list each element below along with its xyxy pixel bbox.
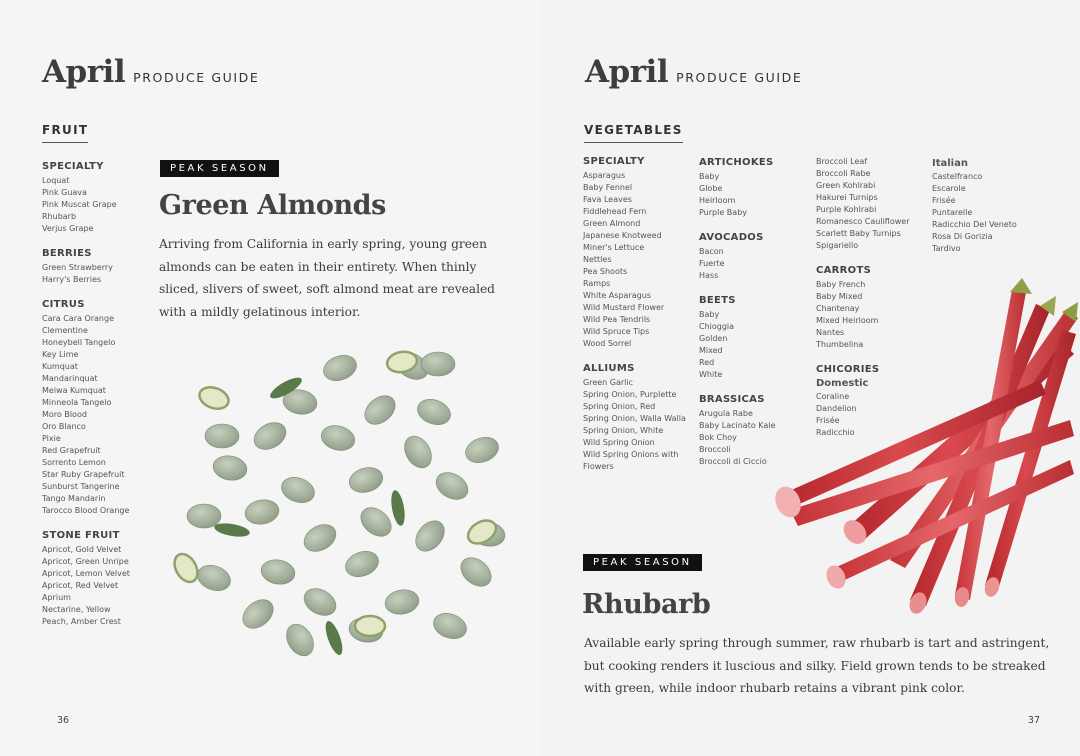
fruit-group-berries [42,248,130,286]
list-item: Chantenay [816,304,860,313]
list-item: Cara Cara Orange [42,314,115,323]
list-item: Key Lime [42,350,79,359]
list-item: Chioggia [699,322,735,331]
green-almonds-illustration [170,340,510,660]
almond-pod [359,390,400,430]
rhubarb-illustration [740,270,1080,620]
veg-group-specialty [583,156,686,350]
section-heading-vegetables: VEGETABLES [584,123,683,143]
list-item: Broccoli Rabe [816,169,871,178]
section-heading-fruit: FRUIT [42,123,88,143]
list-item: Green Kohlrabi [816,181,876,190]
list-item: Romanesco Cauliflower [816,217,910,226]
right-page-header [585,54,802,90]
list-item: Meiwa Kumquat [42,386,106,395]
list-item: Sunburst Tangerine [42,482,120,491]
almond-pod [211,453,249,483]
almond-pod [249,417,290,455]
almond-slice [170,550,202,586]
almond-pod [342,547,382,581]
list-item: Baby Lacinato Kale [699,421,776,430]
almond-pod [431,467,472,505]
almond-pod [259,557,297,587]
page-number-right: 37 [1027,715,1040,726]
list-item: Ramps [583,279,611,288]
list-item: Hakurei Turnips [816,193,878,202]
list-item: Tango Mandarin [42,494,106,503]
veg-column-4 [932,157,1017,268]
category-title: ARTICHOKES [699,157,774,168]
list-item: Pink Guava [42,188,87,197]
veg-column-1 [583,156,686,486]
list-item: Purple Baby [699,208,748,217]
almond-pod [187,504,221,528]
feature-title: Green Almonds [159,190,386,221]
veg-group-beets [699,295,775,381]
almond-pod [346,464,385,496]
peak-season-badge: PEAK SEASON [160,160,279,177]
category-title: SPECIALTY [583,156,645,167]
list-item: Japanese Knotweed [583,231,662,240]
list-item: Puntarelle [932,208,973,217]
list-item: Tarocco Blood Orange [42,506,130,515]
guide-subtitle: PRODUCE GUIDE [133,70,260,85]
list-item: Baby Mixed [816,292,863,301]
list-item: Asparagus [583,171,626,180]
list-item: Apricot, Red Velvet [42,581,119,590]
list-item: Minneola Tangelo [42,398,112,407]
list-item: Broccoli [699,445,731,454]
veg-group-chicories [816,364,909,439]
fruit-list [42,161,130,641]
list-item: Star Ruby Grapefruit [42,470,125,479]
list-item: Frisée [816,416,840,425]
list-item: Spigariello [816,241,859,250]
veg-group-alliums [583,363,686,473]
list-item: Kumquat [42,362,78,371]
veg-group-artichokes [699,157,775,219]
category-title: STONE FRUIT [42,530,120,541]
category-title: CITRUS [42,299,85,310]
list-item: Baby [699,310,720,319]
almond-pods [170,347,507,660]
list-item: Wild Spruce Tips [583,327,650,336]
list-item: Radicchio Del Veneto [932,220,1017,229]
veg-group-carrots [816,265,909,351]
almond-pod [320,351,360,385]
list-item: Broccoli di Ciccio [699,457,767,466]
category-title: BEETS [699,295,736,306]
list-item: Spring Onion, Walla Walla [583,414,686,423]
fruit-group-specialty [42,161,130,235]
almond-pod [410,515,450,556]
list-item: Mixed [699,346,723,355]
list-item: Heirloom [699,196,736,205]
list-item: Spring Onion, White [583,426,664,435]
peak-season-badge: PEAK SEASON [583,554,702,571]
list-item: Baby [699,172,720,181]
list-item: Aprium [42,593,71,602]
list-item: Scarlett Baby Turnips [816,229,901,238]
fruit-group-stone-fruit [42,530,130,628]
category-title: ALLIUMS [583,363,635,374]
almond-pod [383,587,421,617]
list-item: Spring Onion, Purplette [583,390,677,399]
feature-body: Available early spring through summer, raw rhubarb is tart and astringent, but cooking renders it luscious and silky. Field grown tends to be streaked with green, while indoor rhubarb retains a vibrant pink color. [584,636,1050,695]
list-item: Moro Blood [42,410,87,419]
list-item: Wild Pea Tendrils [583,315,651,324]
list-item: Pixie [42,434,61,443]
left-page-header [42,54,259,90]
almond-pod [299,519,340,557]
list-item: Fuerte [699,259,725,268]
almond-pod [462,433,502,467]
feature-body: Arriving from California in early spring, young green almonds can be eaten in their entirety. When thinly sliced, slivers of sweet, soft almond meat are revealed with a mildly gelatinous interior. [159,237,495,319]
almond-pod [281,619,319,660]
list-item: Bok Choy [699,433,737,442]
list-item: Wild Mustard Flower [583,303,665,312]
list-item: Frisée [932,196,956,205]
list-item: Nectarine, Yellow [42,605,111,614]
veg-group-italian [932,158,1017,255]
list-item: Pea Shoots [583,267,628,276]
list-item: Pink Muscat Grape [42,200,117,209]
list-item: Red Grapefruit [42,446,101,455]
almond-slice [355,616,385,636]
almond-pod [243,497,281,527]
feature-title: Rhubarb [582,589,711,620]
list-item: Apricot, Gold Velvet [42,545,122,554]
list-item: Dandelion [816,404,857,413]
list-item: Green Garlic [583,378,634,387]
almond-pod [194,561,234,595]
almond-leaf [322,619,346,657]
list-item: Broccoli Leaf [816,157,868,166]
list-item: Loquat [42,176,70,185]
fruit-group-citrus [42,299,130,517]
list-item: Castelfranco [932,172,983,181]
list-item: Nantes [816,328,845,337]
list-item: Hass [699,271,719,280]
list-item: Radicchio [816,428,855,437]
list-item: Clementine [42,326,88,335]
list-item: Thumbelina [816,340,864,349]
month-title: April [42,54,126,90]
list-item: Wood Sorrel [583,339,632,348]
list-item: Green Strawberry [42,263,113,272]
list-item: Fava Leaves [583,195,632,204]
almond-pod [299,583,340,621]
page-number-left: 36 [57,715,70,726]
category-title: CHICORIES [816,364,880,375]
list-item: Flowers [583,462,614,471]
list-item: Rosa Di Gorizia [932,232,993,241]
category-title: SPECIALTY [42,161,104,172]
almond-pod [278,473,318,507]
list-item: Apricot, Lemon Velvet [42,569,130,578]
list-item: Coraline [816,392,850,401]
list-item: Sorrento Lemon [42,458,106,467]
list-item: Escarole [932,184,966,193]
list-item: Nettles [583,255,612,264]
list-item: Purple Kohlrabi [816,205,877,214]
almond-pod [421,352,455,376]
almond-leaf [389,489,407,527]
list-item: Green Almond [583,219,641,228]
almond-pod [414,395,454,429]
list-item: Rhubarb [42,212,77,221]
veg-column-2 [699,157,775,481]
list-item: Honeybell Tangelo [42,338,116,347]
subcategory-title: Domestic [816,378,869,389]
list-item: Wild Spring Onions with [583,450,679,459]
list-item: Baby French [816,280,866,289]
almond-pod [455,552,496,592]
list-item: Mandarinquat [42,374,98,383]
list-item: Bacon [699,247,724,256]
almond-pod [205,424,239,448]
veg-column-3 [816,156,909,452]
almond-slice [196,383,231,412]
list-item: Apricot, Green Unripe [42,557,129,566]
almond-pod [430,609,470,643]
list-item: Arugula Rabe [699,409,753,418]
list-item: Verjus Grape [42,224,94,233]
almond-pod [318,422,357,454]
list-item: White Asparagus [583,291,651,300]
list-item: Miner's Lettuce [583,243,645,252]
list-item: Golden [699,334,728,343]
almond-pod [237,594,278,634]
category-title: BERRIES [42,248,92,259]
right-page [540,0,1080,756]
list-item: Mixed Heirloom [816,316,879,325]
almond-pod [399,431,437,472]
subcategory-title: Italian [932,158,968,169]
list-item: Harry's Berries [42,275,102,284]
list-item: Fiddlehead Fern [583,207,647,216]
list-item: Oro Blanco [42,422,86,431]
list-item: White [699,370,723,379]
list-item: Tardivo [932,244,961,253]
list-item: Peach, Amber Crest [42,617,121,626]
list-item: Globe [699,184,723,193]
veg-group-brassicas-cont [816,156,909,252]
almond-leaf [213,521,251,539]
veg-group-avocados [699,232,775,282]
list-item: Red [699,358,715,367]
month-title: April [585,54,669,90]
guide-subtitle: PRODUCE GUIDE [676,70,803,85]
list-item: Spring Onion, Red [583,402,656,411]
list-item: Baby Fennel [583,183,633,192]
veg-group-brassicas [699,394,775,468]
list-item: Wild Spring Onion [583,438,655,447]
category-title: CARROTS [816,265,872,276]
almond-pod [355,502,396,542]
category-title: BRASSICAS [699,394,765,405]
category-title: AVOCADOS [699,232,764,243]
